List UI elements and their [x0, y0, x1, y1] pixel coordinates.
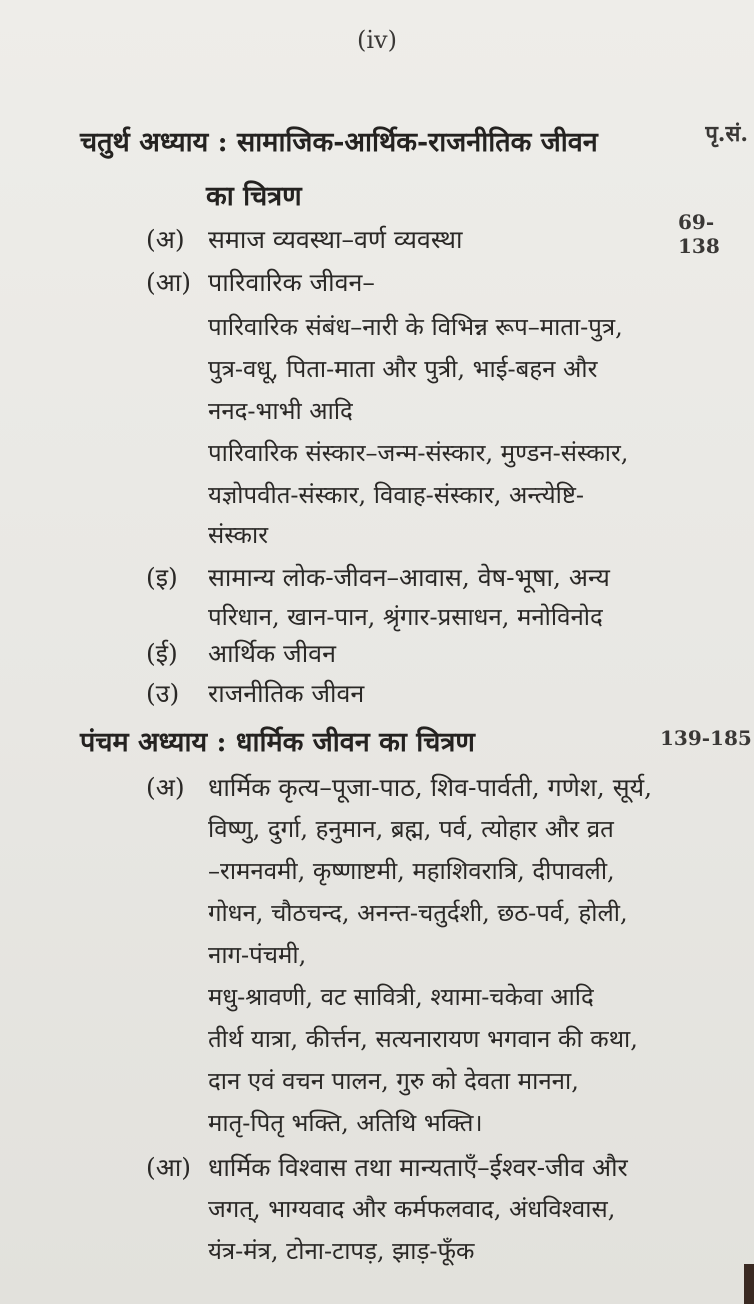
chapter5-title: पंचम अध्याय : धार्मिक जीवन का चित्रण [80, 727, 475, 758]
ritual-line: –रामनवमी, कृष्णाष्टमी, महाशिवरात्रि, दीपावली, [208, 857, 615, 885]
chapter4-item-u [146, 676, 364, 710]
item-text: पारिवारिक जीवन– [208, 268, 375, 297]
folk-line-2: परिधान, खान-पान, श्रृंगार-प्रसाधन, मनोविनोद [208, 603, 603, 631]
chapter4-item-ii [146, 636, 336, 670]
page-column-heading: पृ.सं. [705, 121, 748, 147]
family-line: पारिवारिक संस्कार–जन्म-संस्कार, मुण्डन-संस्कार, [208, 439, 629, 467]
item-text: राजनीतिक जीवन [208, 679, 365, 708]
ritual-line: नाग-पंचमी, [208, 941, 307, 969]
item-marker: (आ) [146, 268, 192, 297]
ritual-line: मधु-श्रावणी, वट सावित्री, श्यामा-चकेवा आदि [208, 983, 594, 1011]
family-line: संस्कार [208, 521, 269, 549]
item-marker: (उ) [146, 679, 180, 708]
ritual-line: गोधन, चौठचन्द, अनन्त-चतुर्दशी, छठ-पर्व, होली, [208, 899, 628, 927]
item-marker: (ई) [146, 639, 178, 668]
ritual-line: मातृ-पितृ भक्ति, अतिथि भक्ति। [208, 1109, 483, 1137]
item-text: आर्थिक जीवन [208, 639, 336, 668]
chapter4-page-range: 69-138 [678, 210, 720, 258]
chapter4-item-aa [146, 265, 375, 299]
chapter4-item-i [146, 560, 610, 594]
item-text: धार्मिक विश्वास तथा मान्यताएँ–ईश्वर-जीव और [208, 1153, 628, 1182]
page-number: (iv) [357, 26, 397, 54]
chapter4-item-a [146, 222, 463, 256]
belief-line: जगत्, भाग्यवाद और कर्मफलवाद, अंधविश्वास, [208, 1195, 616, 1223]
item-marker: (अ) [146, 225, 185, 254]
family-line: पुत्र-वधू, पिता-माता और पुत्री, भाई-बहन और [208, 355, 598, 383]
book-edge [744, 1264, 754, 1304]
chapter4-title-line2: का चित्रण [206, 181, 302, 212]
item-marker: (अ) [146, 773, 185, 802]
chapter4-title-line1: चतुर्थ अध्याय : सामाजिक-आर्थिक-राजनीतिक जीवन [80, 127, 598, 158]
chapter5-item-aa [146, 1150, 628, 1184]
item-text: सामान्य लोक-जीवन–आवास, वेष-भूषा, अन्य [208, 563, 610, 592]
chapter5-page-range: 139-185 [660, 726, 752, 750]
family-line: यज्ञोपवीत-संस्कार, विवाह-संस्कार, अन्त्येष्टि- [208, 481, 585, 509]
family-line: पारिवारिक संबंध–नारी के विभिन्न रूप–माता-पुत्र, [208, 313, 623, 341]
ritual-line: विष्णु, दुर्गा, हनुमान, ब्रह्म, पर्व, त्योहार और व्रत [208, 815, 614, 843]
family-line: ननद-भाभी आदि [208, 397, 353, 425]
belief-line: यंत्र-मंत्र, टोना-टापड़, झाड़-फूँक [208, 1237, 475, 1265]
ritual-line: तीर्थ यात्रा, कीर्त्तन, सत्यनारायण भगवान की कथा, [208, 1025, 638, 1053]
item-text: धार्मिक कृत्य–पूजा-पाठ, शिव-पार्वती, गणेश, सूर्य, [208, 773, 653, 802]
chapter5-item-a [146, 770, 652, 804]
ritual-line: दान एवं वचन पालन, गुरु को देवता मानना, [208, 1067, 579, 1095]
item-marker: (आ) [146, 1153, 192, 1182]
item-marker: (इ) [146, 563, 178, 592]
item-text: समाज व्यवस्था–वर्ण व्यवस्था [208, 225, 463, 254]
